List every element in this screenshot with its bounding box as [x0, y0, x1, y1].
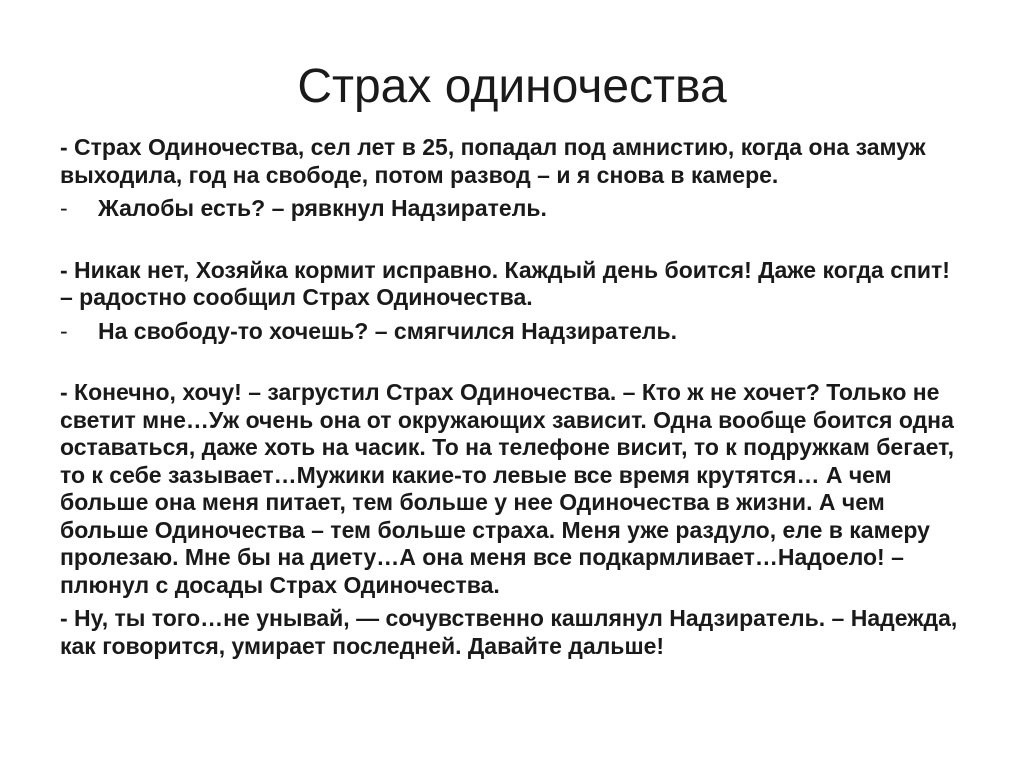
dash-item-complaints [60, 195, 965, 223]
dash-marker: - [60, 195, 68, 221]
slide-title: Страх одиночества [297, 60, 727, 113]
dash-item-text: Жалобы есть? – рявкнул Надзиратель. [98, 195, 547, 221]
paragraph-3: - Конечно, хочу! – загрустил Страх Одиночества. – Кто ж не хочет? Только не светит мне…Уж очень она от окружающих зависит. Одна вообще боится одна оставаться, даже хоть на часик. То на телефоне висит, то к подружкам бегает, то к себе зазывает…Мужики какие-то левые все время крутятся… А чем больше она меня питает, тем больше у нее Одиночества в жизни. А чем больше Одиночества – тем больше страха. Меня уже раздуло, еле в камеру пролезаю. Мне бы на диету…А она меня все подкармливает…Надоело! – плюнул с досады Страх Одиночества. [60, 379, 955, 598]
paragraph-4: - Ну, ты того…не унывай, — сочувственно кашлянул Надзиратель. – Надежда, как говорится, умирает последней. Давайте дальше! [60, 605, 958, 659]
paragraph-2: - Никак нет, Хозяйка кормит исправно. Каждый день боится! Даже когда спит! – радостно сообщил Страх Одиночества. [60, 256, 950, 310]
paragraph-1: - Страх Одиночества, сел лет в 25, попадал под амнистию, когда она замуж выходила, год на свободе, потом развод – и я снова в камере. [60, 134, 926, 188]
slide-body [60, 134, 965, 660]
dash-marker: - [60, 317, 68, 344]
dash-item-freedom [60, 318, 965, 346]
dash-item-text: На свободу-то хочешь? – смягчился Надзиратель. [98, 317, 678, 344]
